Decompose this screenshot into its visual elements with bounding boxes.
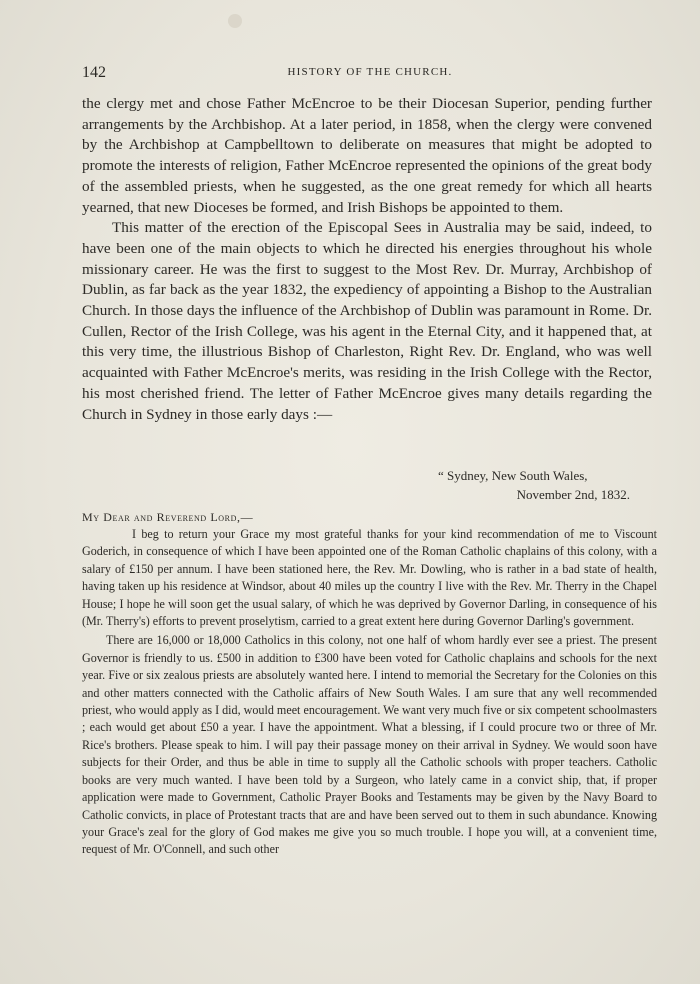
page-number: 142	[82, 64, 106, 81]
running-head: HISTORY OF THE CHURCH.	[287, 66, 453, 78]
letter-date: November 2nd, 1832.	[516, 487, 630, 502]
letter-paragraph: There are 16,000 or 18,000 Catholics in this colony, not one half of whom hardly ever see a priest. The present Governor is friendly to us. £500 in addition to £300 have been voted for Catholic chaplains and schools for the next year. Five or six zealous priests are absolutely wanted here. I intend to memorial the Secretary for the Colonies on this and other matters connected with the Catholic affairs of New South Wales. I am sure that any well recommended priest, who would apply as I did, would meet encouragement. We want very much five or six competent schoolmasters ; each would get about £50 a year. I have the appointment. What a blessing, if I could procure two or three of Mr. Rice's brothers. Please speak to him. I will pay their passage money on their arrival in Sydney. We would soon have subjects for their Order, and thus be able in time to supply all the Catholic schools with proper teachers. Catholic books are very much wanted. I have been told by a Surgeon, who lately came in a convict ship, that, if proper application were made to Government, Catholic Prayer Books and Testaments may be given by the Navy Board to Catholic convicts, in place of Protestant tracts that are and have been served out to them in such abundance. Knowing your Grace's zeal for the glory of God makes me give you so much trouble. I hope you will, at a convenient time, request of Mr. O'Connell, and such other	[82, 633, 657, 857]
letter-dateline	[82, 466, 630, 504]
paper-stain	[228, 14, 242, 28]
letter-salutation: My Dear and Reverend Lord,—	[82, 510, 254, 524]
letter-body	[82, 526, 657, 859]
letter-place: “ Sydney, New South Wales,	[438, 468, 588, 483]
main-text	[82, 94, 652, 425]
letter-paragraph: I beg to return your Grace my most grateful thanks for your kind recommendation of me to Viscount Goderich, in consequence of which I have been appointed one of the Roman Catholic chaplains of this colony, with a salary of £150 per annum. I have been stationed here, the Rev. Mr. Dowling, who is rather in a bad state of health, having taken up his residence at Windsor, about 40 miles up the country I live with the Rev. Mr. Therry in the Chapel House; I hope he will soon get the usual salary, of which he was deprived by Governor Darling, in consequence of his (Mr. Therry's) efforts to prevent proselytism, carried to a great extent here during Governor Darling's government.	[82, 527, 657, 629]
body-paragraph: This matter of the erection of the Episcopal Sees in Australia may be said, indeed, to have been one of the main objects to which he directed his energies throughout his whole missionary career. He was the first to suggest to the Most Rev. Dr. Murray, Archbishop of Dublin, as far back as the year 1832, the expediency of appointing a Bishop to the Australian Church. In those days the influence of the Archbishop of Dublin was paramount in Rome. Dr. Cullen, Rector of the Irish College, was his agent in the Eternal City, and it happened that, at this very time, the illustrious Bishop of Charleston, Right Rev. Dr. England, who was well acquainted with Father McEncroe's merits, was residing in the Irish College with the Rector, his most cherished friend. The letter of Father McEncroe gives many details regarding the Church in Sydney in those early days :—	[82, 219, 652, 423]
page-header	[82, 64, 658, 84]
body-paragraph: the clergy met and chose Father McEncroe to be their Diocesan Superior, pending further arrangements by the Archbishop. At a later period, in 1858, when the clergy were convened by the Archbishop at Campbelltown to deliberate on measures that might be adopted to promote the interests of religion, Father McEncroe represented the opinions of the great body of the assembled priests, when he suggested, as the one great remedy for which all hearts yearned, that new Dioceses be formed, and Irish Bishops be appointed to them.	[82, 95, 652, 216]
